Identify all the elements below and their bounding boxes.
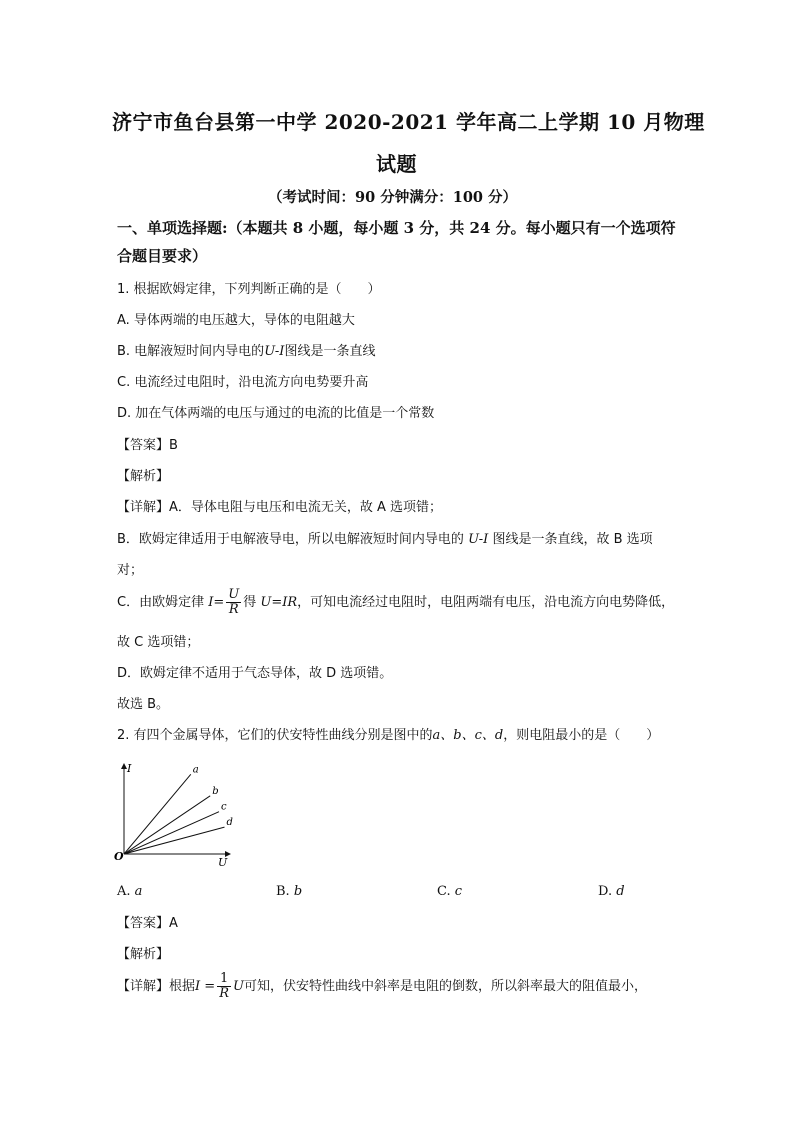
graph-x-label: U: [218, 856, 228, 869]
q1-detail-c-pre: C．由欧姆定律: [117, 595, 209, 610]
q2-option-c-value: c: [454, 884, 463, 899]
q1-detail-c: [117, 588, 674, 617]
q1-option-d: D. 加在气体两端的电压与通过的电流的比值是一个常数: [117, 406, 435, 421]
iu-graph: [112, 758, 242, 870]
q1-detail-b-post: 图线是一条直线，故 B 选项: [488, 532, 653, 547]
q2-detail-post: 可知，伏安特性曲线中斜率是电阻的倒数，所以斜率最大的阻值最小，: [243, 979, 647, 994]
q1-option-b: [117, 343, 375, 361]
q2-option-d-value: d: [616, 884, 625, 899]
q2-stem: [117, 727, 659, 745]
fraction-numerator: U: [228, 587, 240, 602]
q1-detail-b-ui: U-I: [468, 532, 489, 547]
fraction-one-over-r: [217, 972, 231, 1001]
page-title-line1: 济宁市鱼台县第一中学 2020-2021 学年高二上学期 10 月物理: [112, 110, 705, 134]
graph-line-label-b: b: [212, 785, 219, 797]
q1-analysis-label: 【解析】: [117, 469, 170, 484]
q1-detail-c-mid: 得: [243, 595, 261, 610]
q2-option-d: [598, 884, 625, 899]
q1-detail-c-line2: 故 C 选项错；: [117, 635, 200, 650]
q1-option-b-ui: U-I: [264, 344, 285, 359]
fraction-numerator: 1: [217, 972, 231, 987]
graph-line-label-a: a: [192, 764, 199, 776]
q1-detail-c-i: I=: [208, 595, 225, 610]
q2-option-b: [276, 884, 302, 899]
graph-origin-label: O: [114, 850, 124, 863]
q2-option-d-letter: D.: [598, 884, 613, 899]
q2-option-a-letter: A.: [117, 884, 131, 899]
q2-option-c: [437, 884, 462, 899]
q1-option-b-post: 图线是一条直线: [284, 344, 376, 359]
section-heading-line1: 一、单项选择题:（本题共 8 小题，每小题 3 分，共 24 分。每小题只有一个选项符: [117, 219, 676, 237]
q2-answer: 【答案】A: [117, 916, 178, 931]
q2-detail-u: U: [232, 979, 244, 994]
q2-option-b-value: b: [293, 884, 303, 899]
q1-option-b-pre: B. 电解液短时间内导电的: [117, 344, 265, 359]
graph-line-a: [124, 774, 191, 854]
q1-detail-b: [117, 531, 653, 549]
q1-detail-a: 【详解】A．导体电阻与电压和电流无关，故 A 选项错；: [117, 500, 443, 515]
q2-analysis-label: 【解析】: [117, 947, 170, 962]
q2-option-c-letter: C.: [437, 884, 451, 899]
q2-option-a: [117, 884, 142, 899]
q1-option-c: C. 电流经过电阻时，沿电流方向电势要升高: [117, 375, 369, 390]
q1-detail-b-line2: 对；: [117, 563, 144, 578]
q2-stem-pre: 2. 有四个金属导体，它们的伏安特性曲线分别是图中的: [117, 728, 433, 743]
q2-option-b-letter: B.: [276, 884, 290, 899]
q1-stem: 1. 根据欧姆定律，下列判断正确的是（ ）: [117, 282, 381, 297]
fraction-u-over-r: [226, 588, 241, 617]
q2-stem-vars: a、b、c、d: [432, 728, 504, 743]
q1-detail-b-pre: B．欧姆定律适用于电解液导电，所以电解液短时间内导电的: [117, 532, 469, 547]
graph-line-label-d: d: [226, 817, 233, 829]
q2-stem-post: ，则电阻最小的是（ ）: [503, 728, 660, 743]
q1-answer: 【答案】B: [117, 438, 178, 453]
page-title-line2: 试题: [376, 152, 417, 176]
fraction-denominator: R: [219, 986, 229, 1001]
graph-line-b: [124, 796, 210, 854]
q2-detail-i: I =: [195, 979, 216, 994]
q1-detail-d: D．欧姆定律不适用于气态导体，故 D 选项错。: [117, 666, 393, 681]
q2-option-a-value: a: [134, 884, 143, 899]
q1-detail-c-uir: U=IR: [260, 595, 298, 610]
q2-detail: [117, 972, 647, 1001]
q1-detail-c-post: ，可知电流经过电阻时，电阻两端有电压，沿电流方向电势降低，: [297, 595, 675, 610]
graph-line-label-c: c: [221, 801, 227, 813]
graph-lines: [124, 764, 233, 854]
graph-y-label: I: [127, 762, 132, 775]
exam-info: （考试时间：90 分钟满分：100 分）: [268, 189, 518, 206]
section-heading-line2: 合题目要求）: [117, 247, 208, 265]
fraction-denominator: R: [228, 602, 239, 617]
q1-option-a: A. 导体两端的电压越大，导体的电阻越大: [117, 313, 355, 328]
q1-conclusion: 故选 B。: [117, 697, 170, 712]
q2-detail-pre: 【详解】根据: [117, 979, 196, 994]
